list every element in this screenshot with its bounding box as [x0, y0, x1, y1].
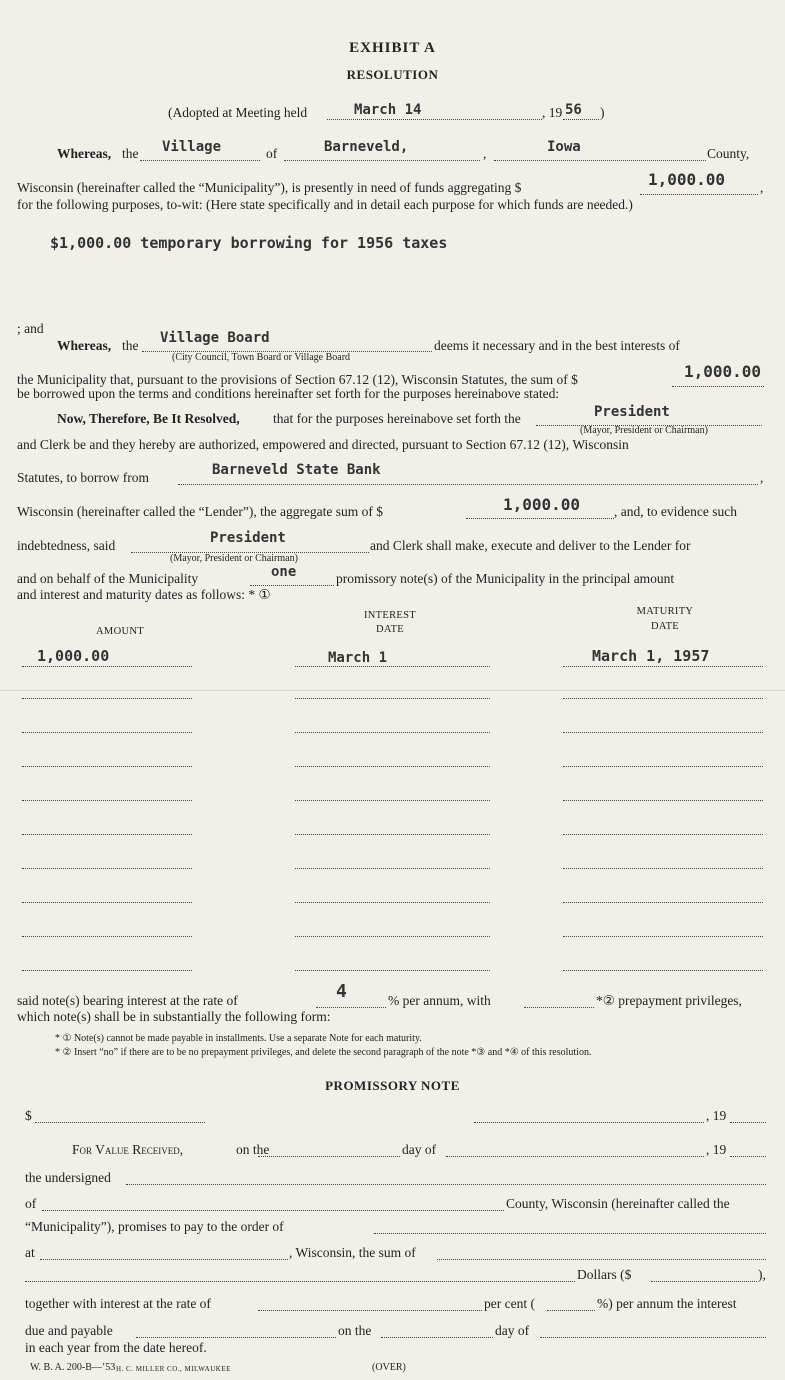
footnote-2: * ② Insert “no” if there are to be no prepayment privileges, and delete the second paragraph of the note *③ and *④ of this resolution.	[55, 1047, 592, 1058]
officer2: President	[210, 530, 286, 546]
note-due-day-of: day of	[495, 1323, 530, 1338]
note-percent-line	[547, 1310, 595, 1311]
rate-line	[316, 1007, 386, 1008]
note-due-on: on the	[338, 1323, 372, 1338]
note-year-1-line	[730, 1122, 766, 1123]
note-per-annum: %) per annum the interest	[597, 1296, 737, 1311]
note-undersigned-line	[126, 1184, 766, 1185]
value-received: For Value Received,	[72, 1142, 184, 1157]
note-dollar: $	[25, 1108, 32, 1123]
note-day-of: day of	[402, 1142, 437, 1157]
borrow-sum-line	[672, 386, 764, 387]
footnote-1: * ① Note(s) cannot be made payable in installments. Use a separate Note for each maturity.	[55, 1033, 422, 1044]
whereas-2: Whereas,	[57, 338, 112, 353]
resolved-line2: and Clerk be and they hereby are authorized, empowered and directed, pursuant to Section 67.12 (12), Wisconsin	[17, 437, 629, 452]
note-interest-line	[258, 1310, 482, 1311]
whereas-1-of: of	[266, 146, 278, 161]
governing-body: Village Board	[160, 330, 270, 346]
note-year-2-line	[730, 1156, 766, 1157]
funds-amount-line	[640, 194, 758, 195]
note-interest: together with interest at the rate of	[25, 1296, 211, 1311]
col-interest-1: INTEREST	[364, 610, 416, 621]
note-due-day-line	[381, 1337, 493, 1338]
funds-amount-comma: ,	[760, 180, 764, 195]
note-order-line	[374, 1233, 766, 1234]
adopted-date: March 14	[354, 102, 422, 118]
note-dollars-end: ),	[758, 1267, 766, 1282]
resolved-line4: Wisconsin (hereinafter called the “Lender”), the aggregate sum of $	[17, 504, 384, 519]
col-maturity-1: MATURITY	[636, 606, 694, 617]
adopted-date-line	[327, 119, 542, 120]
interest-rate: 4	[336, 981, 347, 1002]
note-date-line	[474, 1122, 704, 1123]
note-on-the: on the	[236, 1142, 270, 1157]
governing-body-caption: (City Council, Town Board or Village Board	[172, 352, 351, 363]
resolved-line5: indebtedness, said	[17, 538, 116, 553]
col-interest-2: DATE	[375, 624, 405, 635]
lender-line	[178, 484, 758, 485]
note-due: due and payable	[25, 1323, 113, 1338]
note-county: County, Wisconsin (hereinafter called the	[506, 1196, 730, 1211]
adopted-year: 56	[565, 102, 582, 118]
promissory-note-title: PROMISSORY NOTE	[325, 1078, 460, 1093]
note-of: of	[25, 1196, 37, 1211]
printer-name: H. C. MILLER CO., MILWAUKEE	[116, 1365, 231, 1373]
note-count: one	[271, 564, 297, 580]
borrow-sum: 1,000.00	[684, 362, 762, 381]
resolved-line4-b: , and, to evidence such	[614, 504, 737, 519]
note-municipality: “Municipality”), promises to pay to the order of	[25, 1219, 284, 1234]
paper-fold	[0, 690, 785, 691]
municipality-type: Village	[162, 139, 222, 155]
whereas-2-line2: the Municipality that, pursuant to the provisions of Section 67.12 (12), Wisconsin Statutes, the sum of $	[17, 372, 578, 387]
note-year-2: , 19	[706, 1142, 727, 1157]
rate-line2: which note(s) shall be in substantially the following form:	[17, 1009, 331, 1024]
note-at-line	[40, 1259, 288, 1260]
note-at: at	[25, 1245, 35, 1260]
officer-caption: (Mayor, President or Chairman)	[580, 425, 708, 436]
whereas-2-line3: be borrowed upon the terms and conditions hereinafter set forth for the purposes hereinabove stated:	[17, 386, 560, 401]
and-text: ; and	[17, 321, 44, 336]
rate-line1: said note(s) bearing interest at the rate of	[17, 993, 238, 1008]
whereas-1-line2: Wisconsin (hereinafter called the “Municipality”), is presently in need of funds aggregating $	[17, 180, 522, 195]
note-sum-line	[437, 1259, 766, 1260]
col-maturity-2: DATE	[650, 621, 680, 632]
note-count-line	[250, 585, 334, 586]
note-dollars: Dollars ($	[577, 1267, 632, 1282]
adopted-suffix: )	[600, 105, 605, 120]
resolved-line3: Statutes, to borrow from	[17, 470, 149, 485]
note-month-line	[446, 1156, 704, 1157]
note-of-line	[42, 1210, 504, 1211]
prepayment-line	[524, 1007, 594, 1008]
note-wisconsin-sum: , Wisconsin, the sum of	[289, 1245, 416, 1260]
col-amount: AMOUNT	[96, 626, 144, 637]
whereas-2-deems: deems it necessary and in the best interests of	[434, 338, 680, 353]
resolved-line6: and on behalf of the Municipality	[17, 571, 199, 586]
whereas-1: Whereas,	[57, 146, 112, 161]
county-name: Iowa	[547, 139, 581, 155]
over-label: (OVER)	[372, 1362, 406, 1373]
officer: President	[594, 404, 670, 420]
whereas-1-the: the	[122, 146, 139, 161]
county-label: County,	[707, 146, 750, 161]
resolved-line1: that for the purposes hereinabove set forth the	[273, 411, 521, 426]
lender-comma: ,	[760, 470, 764, 485]
lender-name: Barneveld State Bank	[212, 462, 381, 478]
row-interest-date: March 1	[328, 650, 388, 666]
purpose-text: $1,000.00 temporary borrowing for 1956 taxes	[50, 234, 448, 252]
note-dollars-figure-line	[651, 1281, 757, 1282]
rate-line1-b: % per annum, with	[388, 993, 491, 1008]
note-year-1: , 19	[706, 1108, 727, 1123]
note-dollar-line	[35, 1122, 205, 1123]
municipality-type-line	[140, 160, 260, 161]
note-undersigned: the undersigned	[25, 1170, 111, 1185]
aggregate-line	[466, 518, 614, 519]
resolution-title: RESOLUTION	[346, 67, 439, 82]
note-due-month-line	[540, 1337, 766, 1338]
resolved-line6-b: promissory note(s) of the Municipality in the principal amount	[336, 571, 675, 586]
whereas-1-line3: for the following purposes, to-wit: (Here state specifically and in detail each purpose for which funds are needed.)	[17, 197, 633, 212]
note-percent: per cent (	[484, 1296, 535, 1311]
funds-amount: 1,000.00	[648, 170, 726, 189]
now-resolved: Now, Therefore, Be It Resolved,	[57, 411, 240, 426]
rate-line1-c: *② prepayment privileges,	[596, 993, 742, 1008]
resolved-line5-b: and Clerk shall make, execute and deliver to the Lender for	[370, 538, 691, 553]
adopted-prefix: (Adopted at Meeting held	[168, 105, 308, 120]
note-day-line	[258, 1156, 400, 1157]
whereas-2-the: the	[122, 338, 139, 353]
note-last-line: in each year from the date hereof.	[25, 1340, 207, 1355]
municipality-name: Barneveld,	[324, 139, 409, 155]
municipality-name-line	[284, 160, 480, 161]
aggregate-sum: 1,000.00	[503, 495, 581, 514]
note-dollars-line	[25, 1281, 575, 1282]
row-maturity-date: March 1, 1957	[592, 647, 710, 665]
whereas-1-comma: ,	[483, 146, 487, 161]
exhibit-title: EXHIBIT A	[349, 40, 436, 56]
county-name-line	[494, 160, 706, 161]
note-due-line	[136, 1337, 336, 1338]
form-number: W. B. A. 200-B—’53	[30, 1362, 116, 1373]
adopted-year-prefix: , 19	[542, 105, 563, 120]
row-amount: 1,000.00	[37, 647, 110, 665]
officer2-caption: (Mayor, President or Chairman)	[170, 553, 298, 564]
resolved-line7: and interest and maturity dates as follows: * ①	[17, 587, 271, 602]
adopted-year-line	[563, 119, 599, 120]
